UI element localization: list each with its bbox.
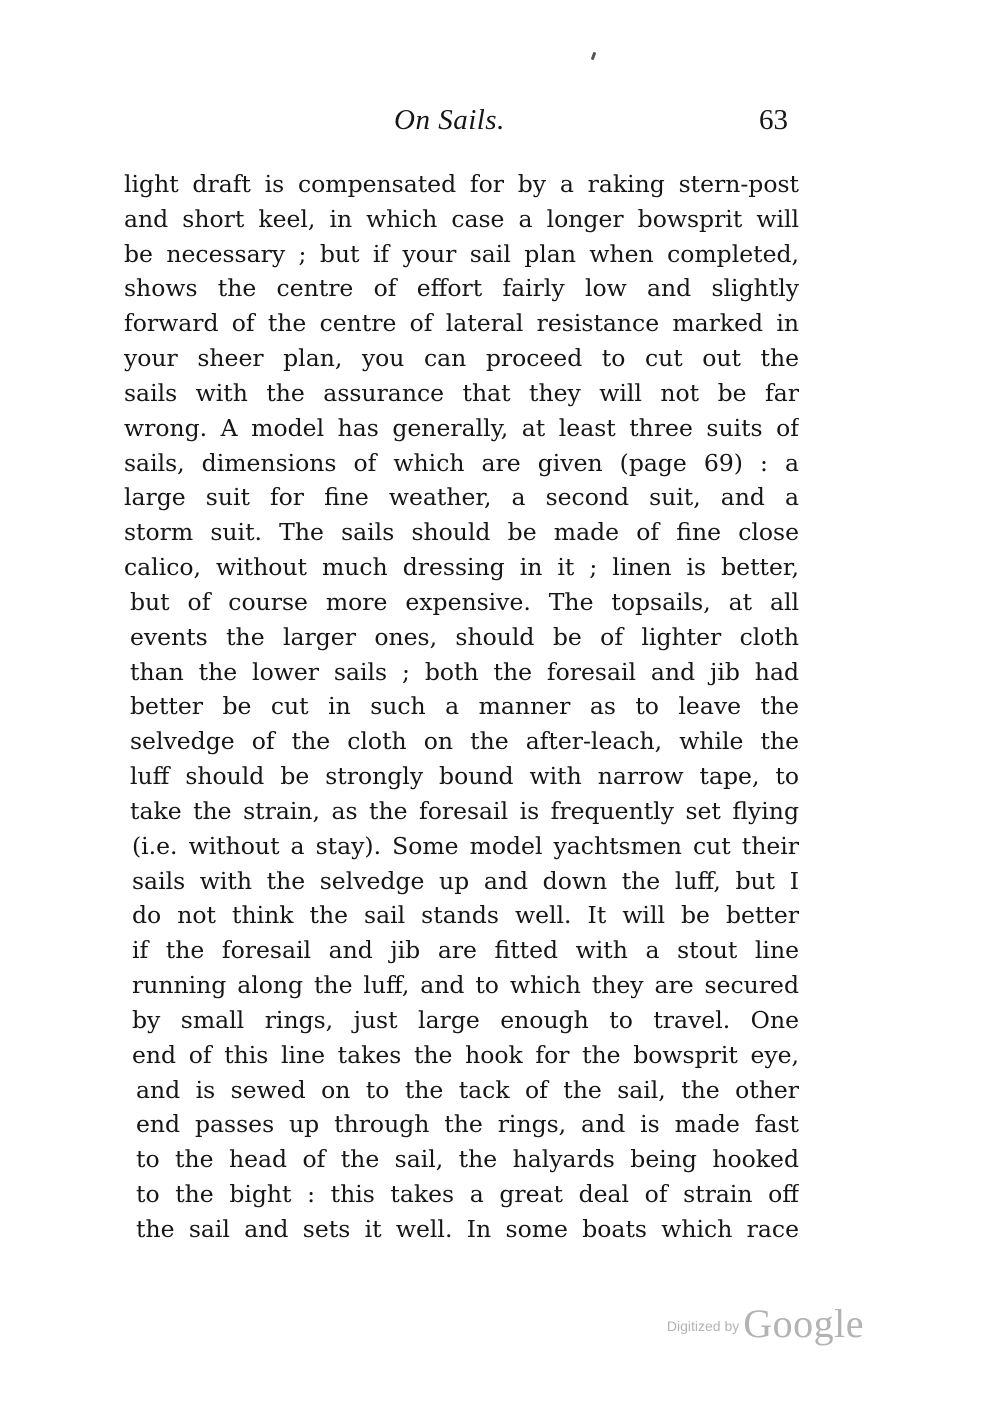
text-line: storm suit. The sails should be made of fine close [124, 518, 799, 547]
text-line: forward of the centre of lateral resistance marked in [124, 309, 799, 338]
text-line: take the strain, as the foresail is frequently set flying [130, 796, 799, 825]
digitized-watermark [667, 1300, 864, 1347]
text-line: sails with the assurance that they will not be far [124, 378, 799, 407]
text-line: sails, dimensions of which are given (page 69) : a [124, 448, 799, 477]
text-line: (i.e. without a stay). Some model yachtsmen cut their [132, 831, 799, 860]
text-line: light draft is compensated for by a raking stern-post [124, 170, 799, 198]
text-line: shows the centre of effort fairly low and slightly [124, 274, 799, 303]
text-line: by small rings, just large enough to travel. One [132, 1005, 799, 1034]
text-line: better be cut in such a manner as to leave the [130, 692, 799, 721]
text-line: events the larger ones, should be of lighter cloth [130, 622, 799, 651]
text-line: end of this line takes the hook for the bowsprit eye, [132, 1040, 799, 1069]
text-line: do not think the sail stands well. It will be better [132, 901, 799, 930]
text-line: end passes up through the rings, and is made fast [136, 1110, 799, 1139]
text-line: your sheer plan, you can proceed to cut out the [124, 344, 799, 373]
running-title: On Sails. [394, 104, 505, 136]
body-text [124, 167, 799, 1247]
text-line: than the lower sails ; both the foresail and jib had [130, 657, 799, 686]
watermark-brand: Google [743, 1301, 864, 1346]
text-line: be necessary ; but if your sail plan when completed, [124, 239, 799, 268]
text-line: sails with the selvedge up and down the luff, but I [132, 866, 799, 895]
text-line: if the foresail and jib are fitted with a stout line [132, 936, 799, 965]
text-line: and is sewed on to the tack of the sail, the other [136, 1075, 799, 1104]
text-line: to the head of the sail, the halyards being hooked [136, 1145, 799, 1174]
text-line: running along the luff, and to which they are secured [132, 971, 799, 1000]
text-line: to the bight : this takes a great deal of strain off [136, 1180, 799, 1209]
watermark-prefix: Digitized by [666, 1318, 740, 1334]
text-line: calico, without much dressing in it ; linen is better, [124, 553, 799, 582]
running-header [122, 104, 798, 144]
text-line: the sail and sets it well. In some boats which race [136, 1214, 799, 1243]
text-line: luff should be strongly bound with narrow tape, to [130, 762, 799, 791]
text-line: wrong. A model has generally, at least three suits of [124, 413, 799, 442]
text-line: large suit for fine weather, a second suit, and a [124, 483, 799, 512]
text-line: and short keel, in which case a longer bowsprit will [124, 204, 799, 233]
text-line: selvedge of the cloth on the after-leach, while the [130, 727, 799, 756]
text-line: but of course more expensive. The topsails, at all [130, 587, 799, 616]
ink-speck [591, 52, 597, 61]
page-number: 63 [759, 104, 788, 136]
